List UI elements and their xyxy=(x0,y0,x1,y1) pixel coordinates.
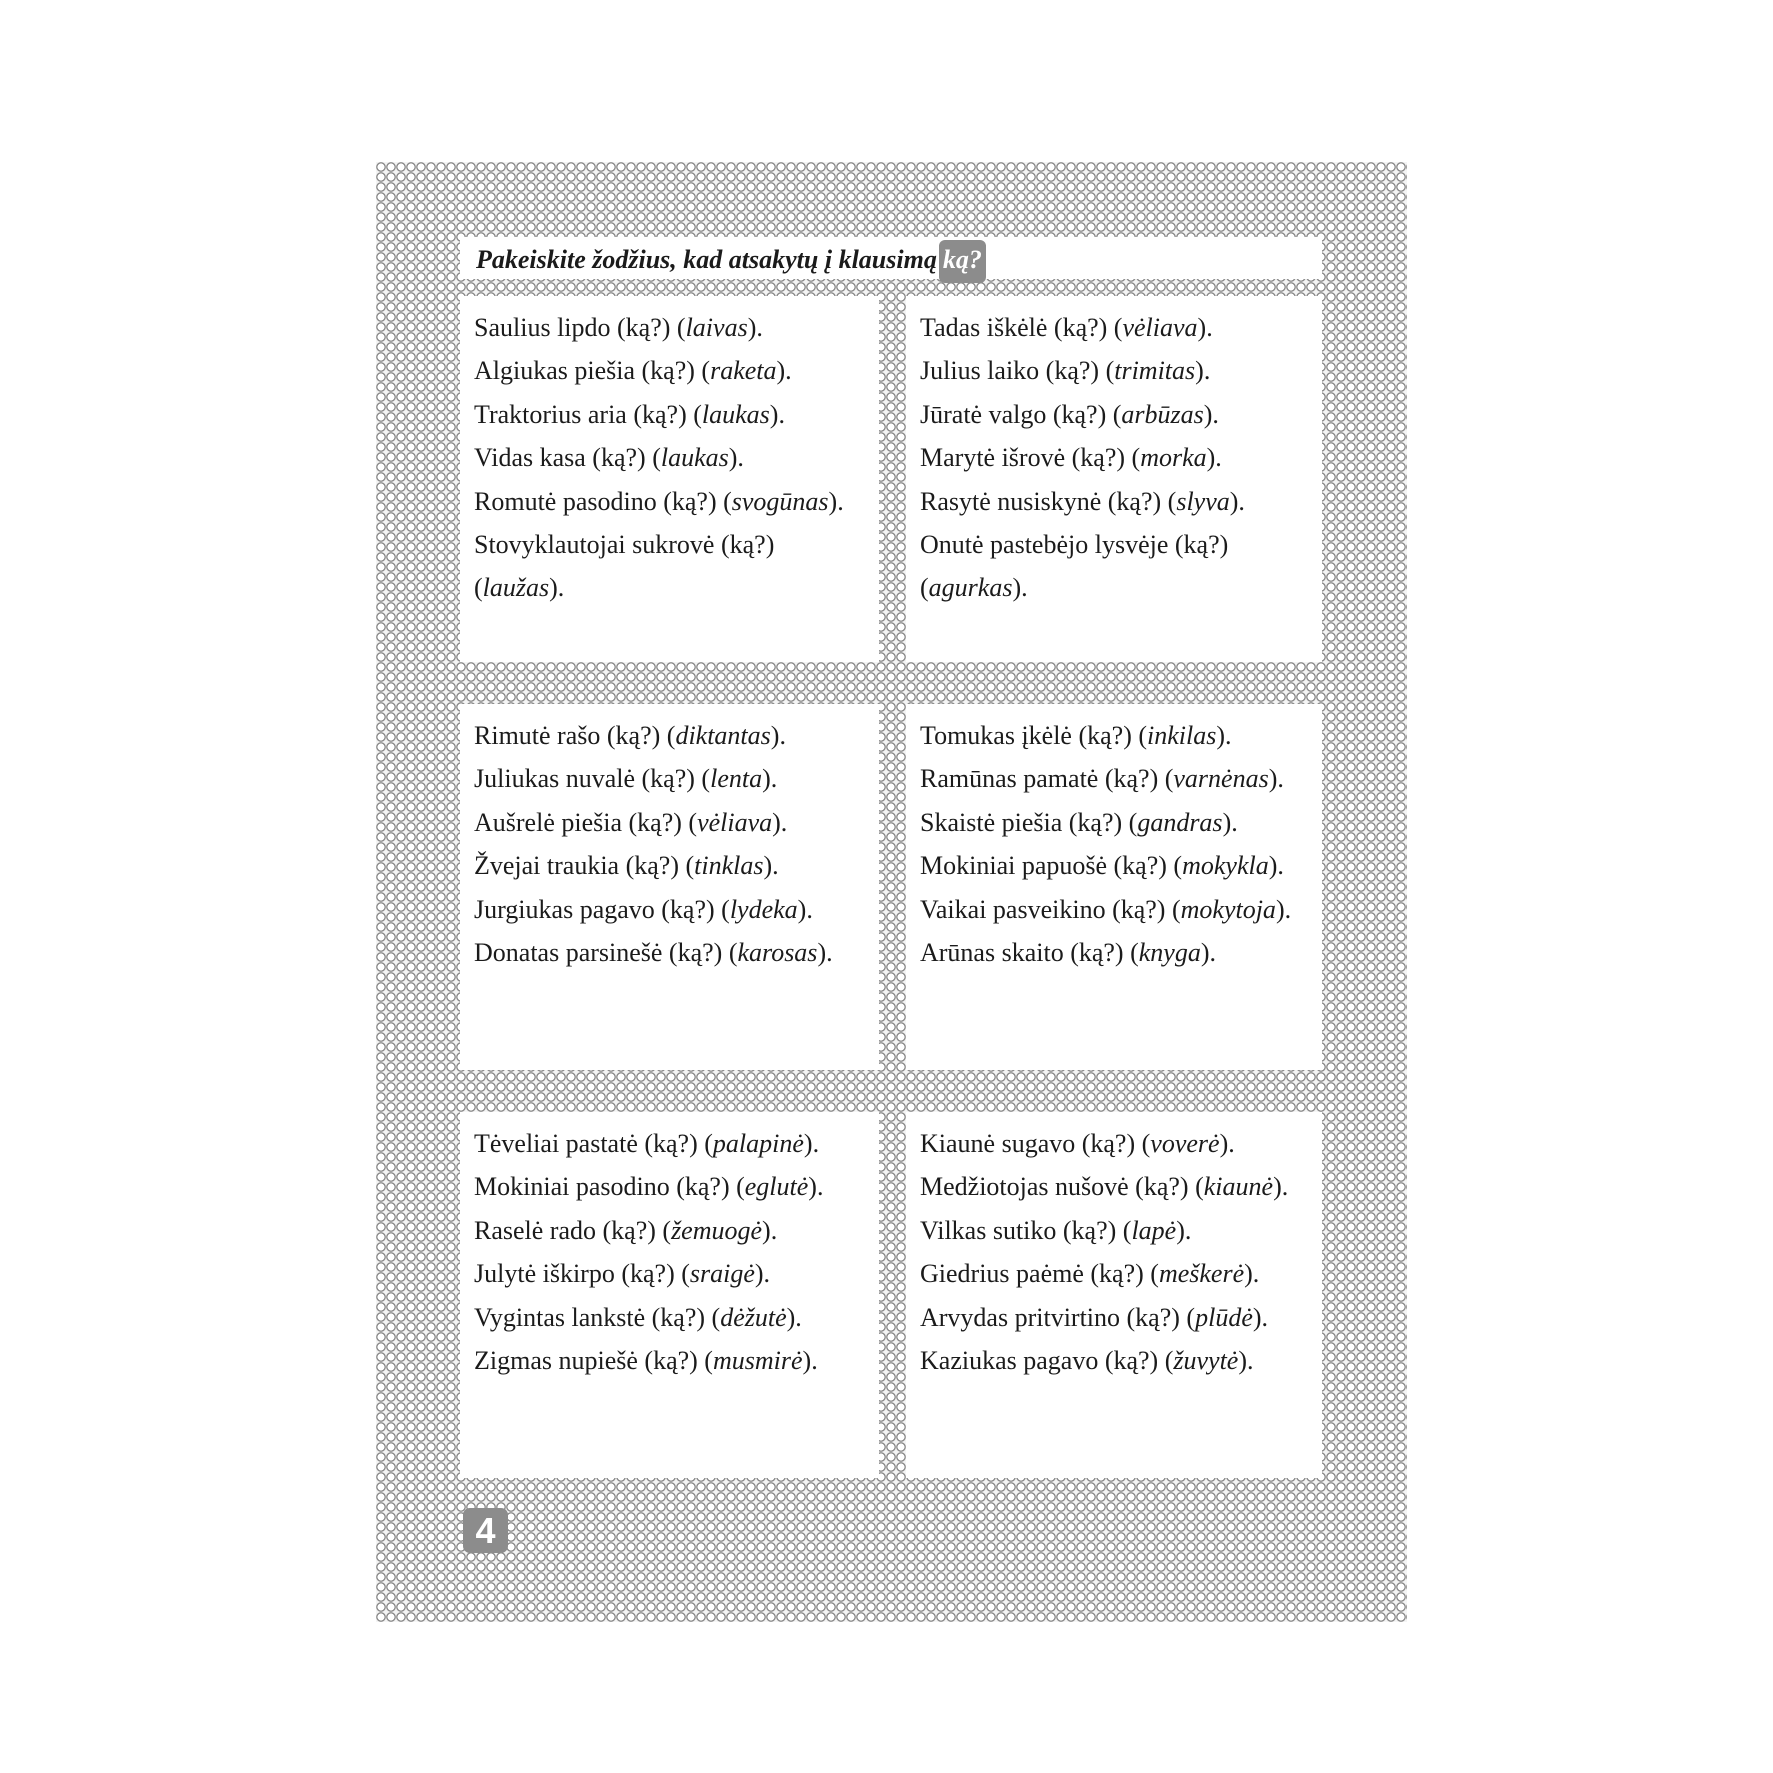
sentence-end: ). xyxy=(1197,313,1213,342)
sentence-line xyxy=(920,844,1322,887)
sentence-line xyxy=(474,714,879,757)
target-word: laužas xyxy=(482,573,550,603)
sentence-line xyxy=(474,1209,879,1252)
sentence-end: ). xyxy=(1252,1302,1269,1332)
sentence-line xyxy=(920,349,1322,392)
sentence-text: Raselė rado (ką?) ( xyxy=(474,1215,672,1245)
exercise-title-bar xyxy=(460,237,1322,279)
target-word: lapė xyxy=(1131,1215,1177,1245)
sentence-line xyxy=(474,566,879,609)
sentence-text: Arvydas pritvirtino (ką?) ( xyxy=(920,1302,1196,1332)
sentence-text: Jurgiukas pagavo (ką?) ( xyxy=(474,894,730,924)
target-word: voverė xyxy=(1150,1129,1220,1158)
sentence-line xyxy=(474,393,879,436)
sentence-end: ). xyxy=(1200,938,1217,968)
sentence-line xyxy=(474,931,879,974)
target-word: musmirė xyxy=(712,1346,803,1376)
sentence-end: ). xyxy=(1268,851,1284,881)
sentence-end: ). xyxy=(754,1259,771,1289)
sentence-line xyxy=(474,1122,879,1165)
target-word: raketa xyxy=(710,356,777,386)
sentence-line xyxy=(474,349,879,392)
sentence-text: Vygintas lankstė (ką?) ( xyxy=(474,1302,721,1332)
target-word: lydeka xyxy=(729,894,798,924)
target-word: karosas xyxy=(737,938,818,968)
sentence-end: ). xyxy=(728,443,744,473)
sentence-text: Giedrius paėmė (ką?) ( xyxy=(920,1259,1159,1289)
target-word: eglutė xyxy=(744,1172,809,1202)
sentence-end: ). xyxy=(770,721,786,750)
sentence-end: ). xyxy=(797,894,813,924)
target-word: meškerė xyxy=(1158,1259,1245,1289)
sentence-line xyxy=(920,888,1322,931)
target-word: svogūnas xyxy=(731,486,829,516)
sentence-end: ). xyxy=(786,1302,802,1332)
target-word: morka xyxy=(1140,443,1207,473)
sentence-end: ). xyxy=(776,356,792,386)
sentence-line xyxy=(920,1209,1322,1252)
exercise-instruction xyxy=(476,240,986,283)
sentence-text: Julius laiko (ką?) ( xyxy=(920,356,1115,386)
target-word: dėžutė xyxy=(720,1302,787,1332)
target-word: kiaunė xyxy=(1203,1172,1274,1202)
sentence-end: ). xyxy=(1275,894,1292,924)
sentence-text: Marytė išrovė (ką?) ( xyxy=(920,443,1141,473)
sentence-text: Rimutė rašo (ką?) ( xyxy=(474,721,676,750)
sentence-line xyxy=(474,1339,879,1382)
sentence-line xyxy=(474,436,879,479)
sentence-text: Žvejai traukia (ką?) ( xyxy=(474,851,695,881)
sentence-end: ). xyxy=(803,1129,820,1158)
sentence-line xyxy=(474,523,879,566)
sentence-line xyxy=(920,306,1322,349)
sentence-line xyxy=(920,523,1322,566)
target-word: tinklas xyxy=(694,851,764,881)
page-number: 4 xyxy=(463,1508,508,1553)
sentence-text: Aušrelė piešia (ką?) ( xyxy=(474,807,698,837)
target-word: varnėnas xyxy=(1173,764,1269,794)
sentence-end: ). xyxy=(802,1346,818,1376)
sentence-line xyxy=(920,1165,1322,1208)
sentence-line xyxy=(474,844,879,887)
sentence-end: ). xyxy=(1219,1129,1235,1158)
target-word: palapinė xyxy=(712,1129,804,1158)
sentence-line xyxy=(920,714,1322,757)
sentence-end: ). xyxy=(763,851,779,881)
sentence-end: ). xyxy=(1238,1346,1254,1376)
sentence-line xyxy=(474,888,879,931)
target-word: trimitas xyxy=(1114,356,1196,386)
sentence-text: Saulius lipdo (ką?) ( xyxy=(474,313,686,342)
target-word: laivas xyxy=(685,313,748,342)
target-word: vėliava xyxy=(697,807,773,837)
sentence-end: ). xyxy=(1229,486,1245,516)
sentence-end: ). xyxy=(1216,721,1232,750)
exercise-box-4 xyxy=(906,704,1322,1070)
target-word: laukas xyxy=(701,399,770,429)
target-word: diktantas xyxy=(675,721,771,750)
sentence-line xyxy=(474,1252,879,1295)
target-word: gandras xyxy=(1137,807,1223,837)
sentence-text: Juliukas nuvalė (ką?) ( xyxy=(474,764,711,794)
exercise-box-6 xyxy=(906,1112,1322,1478)
target-word: slyva xyxy=(1176,486,1230,516)
sentence-text: Kaziukas pagavo (ką?) ( xyxy=(920,1346,1174,1376)
sentence-text: Arūnas skaito (ką?) ( xyxy=(920,938,1139,968)
sentence-end: ). xyxy=(762,764,778,794)
sentence-line xyxy=(920,393,1322,436)
sentence-line xyxy=(474,757,879,800)
exercise-box-3 xyxy=(460,704,879,1070)
sentence-line xyxy=(920,801,1322,844)
sentence-text: Algiukas piešia (ką?) ( xyxy=(474,356,711,386)
target-word: agurkas xyxy=(928,573,1013,603)
sentence-line xyxy=(474,480,879,523)
sentence-text: Tomukas įkėlė (ką?) ( xyxy=(920,721,1148,750)
sentence-end: ). xyxy=(762,1215,778,1245)
sentence-end: ). xyxy=(1273,1172,1289,1202)
sentence-text: Tėveliai pastatė (ką?) ( xyxy=(474,1129,713,1158)
sentence-end: ). xyxy=(549,573,565,603)
sentence-text: Traktorius aria (ką?) ( xyxy=(474,399,702,429)
sentence-line xyxy=(474,1165,879,1208)
sentence-end: ). xyxy=(808,1172,824,1202)
sentence-text: Zigmas nupiešė (ką?) ( xyxy=(474,1346,713,1376)
sentence-end: ). xyxy=(1012,573,1028,603)
sentence-text: Skaistė piešia (ką?) ( xyxy=(920,807,1138,837)
sentence-end: ). xyxy=(828,486,844,516)
sentence-line xyxy=(474,801,879,844)
target-word: mokytoja xyxy=(1180,894,1276,924)
sentence-line xyxy=(474,1296,879,1339)
sentence-line xyxy=(920,480,1322,523)
exercise-box-5 xyxy=(460,1112,879,1478)
target-word: sraigė xyxy=(689,1259,755,1289)
sentence-text: Rasytė nusiskynė (ką?) ( xyxy=(920,486,1177,516)
target-word: vėliava xyxy=(1122,313,1198,342)
target-word: mokykla xyxy=(1182,851,1269,881)
sentence-line xyxy=(920,1296,1322,1339)
target-word: laukas xyxy=(660,443,729,473)
target-word: knyga xyxy=(1138,938,1201,968)
sentence-line xyxy=(920,757,1322,800)
target-word: plūdė xyxy=(1195,1302,1253,1332)
sentence-line xyxy=(920,436,1322,479)
sentence-text: Mokiniai papuošė (ką?) ( xyxy=(920,851,1183,881)
sentence-line xyxy=(920,931,1322,974)
target-word: inkilas xyxy=(1147,721,1217,750)
sentence-end: ). xyxy=(747,313,763,342)
exercise-box-2 xyxy=(906,296,1322,662)
sentence-line xyxy=(920,1122,1322,1165)
sentence-end: ). xyxy=(1203,399,1219,429)
target-word: žuvytė xyxy=(1173,1346,1239,1376)
sentence-end: ). xyxy=(817,938,833,968)
sentence-line xyxy=(474,306,879,349)
target-word: lenta xyxy=(710,764,763,794)
sentence-text: Julytė iškirpo (ką?) ( xyxy=(474,1259,690,1289)
sentence-text: Medžiotojas nušovė (ką?) ( xyxy=(920,1172,1204,1202)
sentence-text: Vidas kasa (ką?) ( xyxy=(474,443,661,473)
instruction-text: Pakeiskite žodžius, kad atsakytų į klausimą xyxy=(476,245,937,274)
sentence-line xyxy=(920,566,1322,609)
target-word: arbūzas xyxy=(1121,399,1204,429)
exercise-box-1 xyxy=(460,296,879,662)
sentence-text: Stovyklautojai sukrovė (ką?) xyxy=(474,530,775,560)
sentence-end: ). xyxy=(1222,807,1238,837)
sentence-text: Vilkas sutiko (ką?) ( xyxy=(920,1215,1132,1245)
sentence-text: Kiaunė sugavo (ką?) ( xyxy=(920,1129,1151,1158)
sentence-text: Donatas parsinešė (ką?) ( xyxy=(474,938,738,968)
sentence-text: Ramūnas pamatė (ką?) ( xyxy=(920,764,1174,794)
sentence-line xyxy=(920,1339,1322,1382)
sentence-end: ). xyxy=(1206,443,1222,473)
sentence-end: ). xyxy=(1244,1259,1260,1289)
sentence-text: Onutė pastebėjo lysvėje (ką?) xyxy=(920,530,1229,560)
sentence-text: Vaikai pasveikino (ką?) ( xyxy=(920,894,1181,924)
sentence-text: Romutė pasodino (ką?) ( xyxy=(474,486,732,516)
question-badge: ką? xyxy=(939,240,986,283)
sentence-text: ( xyxy=(920,573,929,603)
sentence-end: ). xyxy=(772,807,788,837)
sentence-end: ). xyxy=(1195,356,1211,386)
sentence-end: ). xyxy=(1268,764,1284,794)
sentence-text: Mokiniai pasodino (ką?) ( xyxy=(474,1172,745,1202)
sentence-text: ( xyxy=(474,573,483,603)
sentence-end: ). xyxy=(769,399,785,429)
sentence-line xyxy=(920,1252,1322,1295)
sentence-text: Jūratė valgo (ką?) ( xyxy=(920,399,1122,429)
sentence-text: Tadas iškėlė (ką?) ( xyxy=(920,313,1123,342)
sentence-end: ). xyxy=(1176,1215,1192,1245)
target-word: žemuogė xyxy=(671,1215,763,1245)
